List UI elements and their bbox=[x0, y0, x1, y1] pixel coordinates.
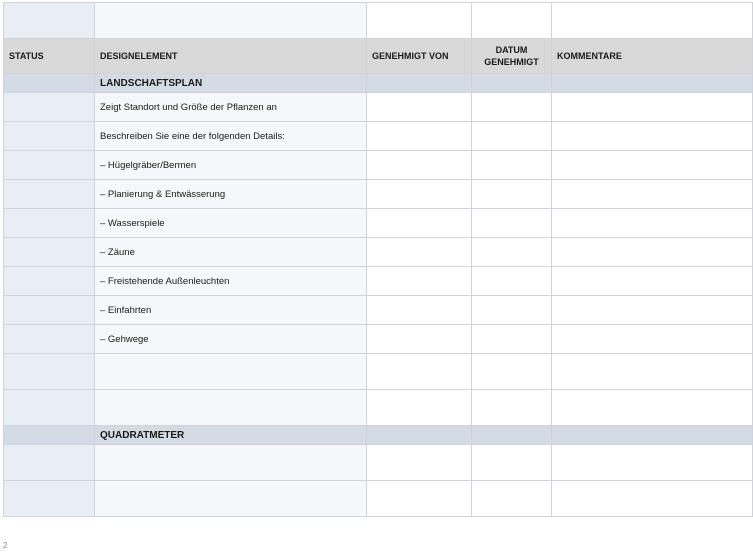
approved-by-cell[interactable] bbox=[367, 3, 472, 39]
approved-by-cell[interactable] bbox=[367, 296, 472, 325]
table-row bbox=[4, 93, 753, 122]
section-cell bbox=[472, 74, 552, 93]
status-header: STATUS bbox=[4, 39, 95, 74]
checklist-table bbox=[3, 2, 753, 517]
comments-cell[interactable] bbox=[552, 445, 753, 481]
comments-cell[interactable] bbox=[552, 267, 753, 296]
approved-by-cell[interactable] bbox=[367, 151, 472, 180]
status-cell[interactable] bbox=[4, 3, 95, 39]
comments-cell[interactable] bbox=[552, 151, 753, 180]
page-number: 2 bbox=[3, 541, 8, 550]
design-element-cell: – Einfahrten bbox=[95, 296, 367, 325]
design-element-cell[interactable] bbox=[95, 481, 367, 517]
comments-cell[interactable] bbox=[552, 325, 753, 354]
design-element-cell: Zeigt Standort und Größe der Pflanzen an bbox=[95, 93, 367, 122]
design-element-header: DESIGNELEMENT bbox=[95, 39, 367, 74]
status-cell[interactable] bbox=[4, 390, 95, 426]
table-row bbox=[4, 238, 753, 267]
approved-by-cell[interactable] bbox=[367, 238, 472, 267]
table-top-row bbox=[4, 3, 753, 39]
design-element-cell: – Wasserspiele bbox=[95, 209, 367, 238]
approved-by-cell[interactable] bbox=[367, 325, 472, 354]
table-row bbox=[4, 122, 753, 151]
section-row-landscape-plan bbox=[4, 74, 753, 93]
approved-by-cell[interactable] bbox=[367, 180, 472, 209]
comments-cell[interactable] bbox=[552, 93, 753, 122]
table-row bbox=[4, 481, 753, 517]
table-row bbox=[4, 296, 753, 325]
approved-by-cell[interactable] bbox=[367, 122, 472, 151]
date-approved-header-line2: GENEHMIGT bbox=[484, 57, 539, 67]
date-approved-cell[interactable] bbox=[472, 296, 552, 325]
status-cell[interactable] bbox=[4, 151, 95, 180]
table-row bbox=[4, 445, 753, 481]
date-approved-cell[interactable] bbox=[472, 390, 552, 426]
comments-header: KOMMENTARE bbox=[552, 39, 753, 74]
approved-by-cell[interactable] bbox=[367, 93, 472, 122]
date-approved-header-line1: DATUM bbox=[495, 45, 528, 55]
table-row bbox=[4, 151, 753, 180]
status-cell[interactable] bbox=[4, 209, 95, 238]
comments-cell[interactable] bbox=[552, 209, 753, 238]
comments-cell[interactable] bbox=[552, 3, 753, 39]
section-title: QUADRATMETER bbox=[95, 426, 367, 445]
table-header-row bbox=[4, 39, 753, 74]
approved-by-cell[interactable] bbox=[367, 209, 472, 238]
approved-by-cell[interactable] bbox=[367, 354, 472, 390]
table-row bbox=[4, 209, 753, 238]
design-element-cell: – Hügelgräber/Bermen bbox=[95, 151, 367, 180]
section-title: LANDSCHAFTSPLAN bbox=[95, 74, 367, 93]
comments-cell[interactable] bbox=[552, 390, 753, 426]
design-element-cell: – Freistehende Außenleuchten bbox=[95, 267, 367, 296]
date-approved-cell[interactable] bbox=[472, 209, 552, 238]
design-element-cell: – Planierung & Entwässerung bbox=[95, 180, 367, 209]
approved-by-cell[interactable] bbox=[367, 390, 472, 426]
section-status-cell bbox=[4, 426, 95, 445]
table-row bbox=[4, 180, 753, 209]
date-approved-cell[interactable] bbox=[472, 122, 552, 151]
design-element-cell[interactable] bbox=[95, 354, 367, 390]
section-row-square-meters bbox=[4, 426, 753, 445]
approved-by-cell[interactable] bbox=[367, 445, 472, 481]
date-approved-cell[interactable] bbox=[472, 325, 552, 354]
comments-cell[interactable] bbox=[552, 122, 753, 151]
section-cell bbox=[367, 74, 472, 93]
table-row bbox=[4, 325, 753, 354]
section-cell bbox=[552, 426, 753, 445]
date-approved-cell[interactable] bbox=[472, 267, 552, 296]
comments-cell[interactable] bbox=[552, 238, 753, 267]
status-cell[interactable] bbox=[4, 267, 95, 296]
section-cell bbox=[552, 74, 753, 93]
status-cell[interactable] bbox=[4, 180, 95, 209]
status-cell[interactable] bbox=[4, 122, 95, 151]
comments-cell[interactable] bbox=[552, 481, 753, 517]
table-row bbox=[4, 390, 753, 426]
approved-by-cell[interactable] bbox=[367, 481, 472, 517]
section-status-cell bbox=[4, 74, 95, 93]
approved-by-header: GENEHMIGT VON bbox=[367, 39, 472, 74]
section-cell bbox=[472, 426, 552, 445]
section-cell bbox=[367, 426, 472, 445]
status-cell[interactable] bbox=[4, 93, 95, 122]
design-element-cell: – Gehwege bbox=[95, 325, 367, 354]
date-approved-cell[interactable] bbox=[472, 354, 552, 390]
design-element-cell: Beschreiben Sie eine der folgenden Details: bbox=[95, 122, 367, 151]
date-approved-cell[interactable] bbox=[472, 3, 552, 39]
table-row bbox=[4, 354, 753, 390]
status-cell[interactable] bbox=[4, 325, 95, 354]
status-cell[interactable] bbox=[4, 354, 95, 390]
design-element-cell[interactable] bbox=[95, 445, 367, 481]
approved-by-cell[interactable] bbox=[367, 267, 472, 296]
date-approved-cell[interactable] bbox=[472, 238, 552, 267]
date-approved-cell[interactable] bbox=[472, 481, 552, 517]
status-cell[interactable] bbox=[4, 296, 95, 325]
status-cell[interactable] bbox=[4, 481, 95, 517]
comments-cell[interactable] bbox=[552, 180, 753, 209]
status-cell[interactable] bbox=[4, 445, 95, 481]
date-approved-cell[interactable] bbox=[472, 445, 552, 481]
date-approved-cell[interactable] bbox=[472, 93, 552, 122]
comments-cell[interactable] bbox=[552, 354, 753, 390]
design-element-cell: – Zäune bbox=[95, 238, 367, 267]
date-approved-cell[interactable] bbox=[472, 180, 552, 209]
design-element-cell[interactable] bbox=[95, 390, 367, 426]
design-element-cell[interactable] bbox=[95, 3, 367, 39]
date-approved-cell[interactable] bbox=[472, 151, 552, 180]
table-row bbox=[4, 267, 753, 296]
status-cell[interactable] bbox=[4, 238, 95, 267]
date-approved-header bbox=[472, 39, 552, 74]
comments-cell[interactable] bbox=[552, 296, 753, 325]
